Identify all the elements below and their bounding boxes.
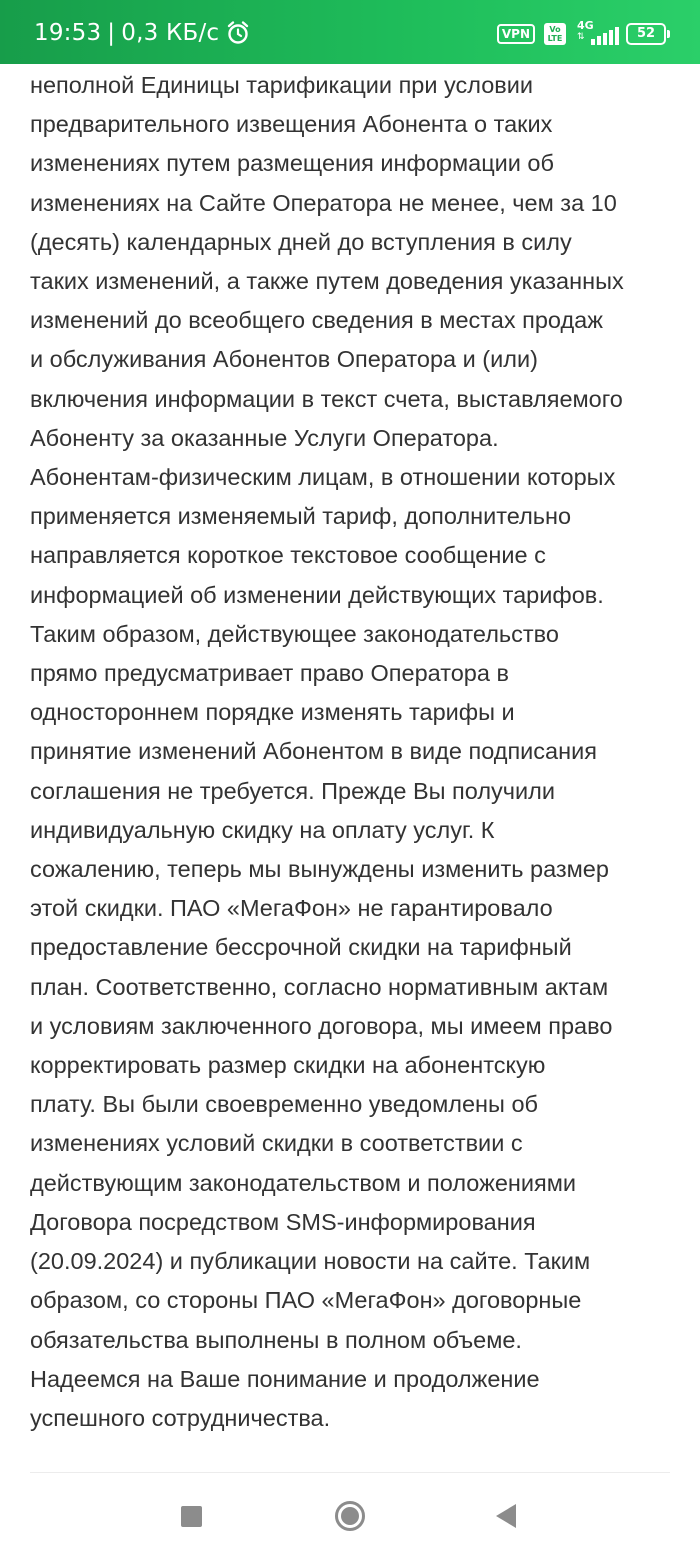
message-line: таких изменений, а также путем доведения указанных	[30, 268, 624, 295]
message-line: включения информации в текст счета, выставляемого	[30, 385, 623, 412]
message-line: Абоненту за оказанные Услуги Оператора.	[30, 424, 499, 451]
message-line: сожалению, теперь мы вынуждены изменить размер	[30, 856, 609, 883]
message-line: и условиям заключенного договора, мы имеем право	[30, 1012, 613, 1039]
status-separator: |	[107, 20, 116, 46]
message-line: обязательства выполнены в полном объеме.	[30, 1326, 522, 1353]
message-line: образом, со стороны ПАО «МегаФон» договорные	[30, 1287, 582, 1314]
message-line: действующим законодательством и положениями	[30, 1169, 577, 1196]
message-line: изменениях на Сайте Оператора не менее, чем за 10	[30, 189, 617, 216]
signal-bars	[591, 27, 619, 45]
message-line: одностороннем порядке изменять тарифы и	[30, 699, 515, 726]
message-line: изменений до всеобщего сведения в местах продаж	[30, 307, 603, 334]
message-line: соглашения не требуется. Прежде Вы получили	[30, 777, 556, 804]
triangle-back-icon	[496, 1504, 516, 1528]
circle-home-icon	[335, 1501, 365, 1531]
message-line: изменениях путем размещения информации об	[30, 150, 554, 177]
home-button[interactable]	[330, 1496, 370, 1536]
message-line: предварительного извещения Абонента о таких	[30, 111, 553, 138]
battery-icon	[626, 23, 666, 45]
status-right	[497, 20, 666, 48]
message-line: плату. Вы были своевременно уведомлены об	[30, 1091, 538, 1118]
message-line: корректировать размер скидки на абонентскую	[30, 1052, 546, 1079]
status-time: 19:53	[34, 20, 102, 46]
alarm-clock-icon	[225, 20, 251, 46]
message-body	[30, 66, 690, 1438]
message-line: применяется изменяемый тариф, дополнительно	[30, 503, 572, 530]
message-line: изменениях условий скидки в соответствии с	[30, 1130, 523, 1157]
divider	[30, 1472, 670, 1473]
volte-icon	[544, 23, 566, 45]
square-recents-icon	[181, 1506, 202, 1527]
message-line: принятие изменений Абонентом в виде подписания	[30, 738, 597, 765]
data-arrows-icon: ⇅	[577, 32, 585, 42]
message-line: успешного сотрудничества.	[30, 1404, 331, 1431]
message-line: Надеемся на Ваше понимание и продолжение	[30, 1365, 540, 1392]
battery-level: 52	[636, 26, 656, 41]
status-bar	[0, 0, 700, 64]
message-line: (десять) календарных дней до вступления в силу	[30, 228, 572, 255]
message-line: Договора посредством SMS-информирования	[30, 1208, 536, 1235]
message-line: неполной Единицы тарификации при условии	[30, 72, 534, 98]
message-line: Абонентам-физическим лицам, в отношении которых	[30, 464, 616, 491]
message-line: Таким образом, действующее законодательство	[30, 620, 559, 647]
message-line: индивидуальную скидку на оплату услуг. К	[30, 816, 495, 843]
vpn-icon: VPN	[497, 24, 535, 44]
network-speed: 0,3 КБ/с	[121, 20, 220, 46]
message-line: этой скидки. ПАО «МегаФон» не гарантировало	[30, 895, 553, 922]
message-line: план. Соответственно, согласно нормативным актам	[30, 973, 609, 1000]
volte-bottom-label: LTE	[547, 34, 563, 43]
message-line: информацией об изменении действующих тарифов.	[30, 581, 604, 608]
volte-top-label: Vo	[549, 25, 561, 34]
status-left	[34, 18, 251, 48]
recents-button[interactable]	[171, 1496, 211, 1536]
message-line: прямо предусматривает право Оператора в	[30, 660, 509, 687]
message-line: (20.09.2024) и публикации новости на сайте. Таким	[30, 1248, 591, 1275]
back-button[interactable]	[486, 1496, 526, 1536]
message-line: и обслуживания Абонентов Оператора и (или)	[30, 346, 538, 373]
message-line: предоставление бессрочной скидки на тарифный	[30, 934, 572, 961]
network-type-label: 4G	[577, 19, 594, 32]
navigation-bar	[0, 1474, 700, 1556]
signal-bars-icon	[575, 21, 617, 47]
message-line: направляется короткое текстовое сообщение с	[30, 542, 546, 569]
